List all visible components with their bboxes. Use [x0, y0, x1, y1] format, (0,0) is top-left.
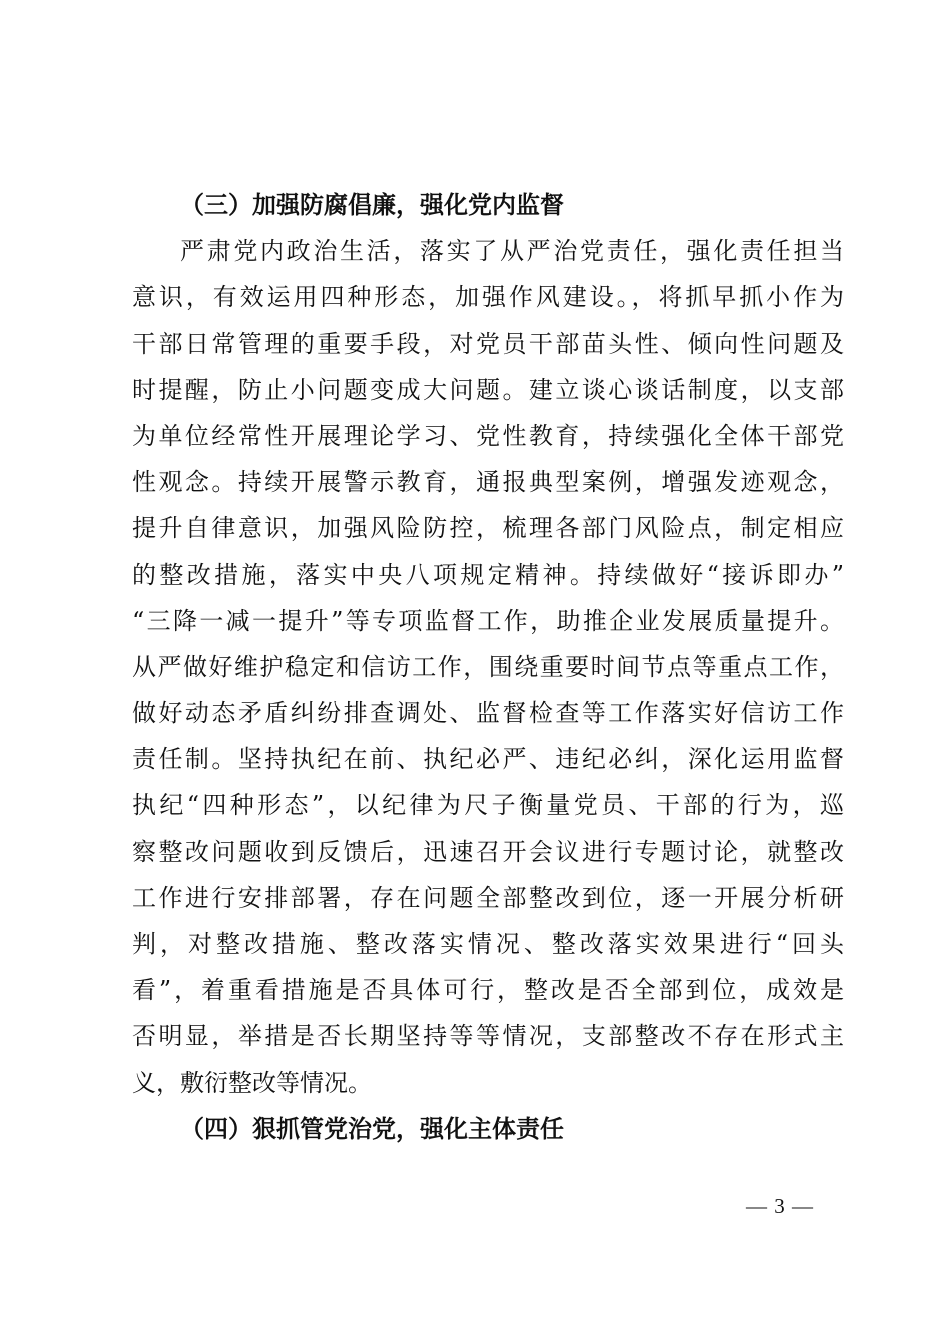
paragraph-line-6: 性观念。持续开展警示教育，通报典型案例，增强发迹观念， — [132, 468, 844, 497]
paragraph-line-10: 从严做好维护稳定和信访工作，围绕重要时间节点等重点工作， — [132, 652, 844, 681]
paragraph-line-8: 的整改措施，落实中央八项规定精神。持续做好“接诉即办” — [132, 560, 844, 589]
paragraph-line-2: 意识，有效运用四种形态，加强作风建设。，将抓早抓小作为 — [132, 283, 844, 312]
paragraph-line-18: 否明显，举措是否长期坚持等等情况，支部整改不存在形式主 — [132, 1022, 844, 1051]
paragraph-line-19: 义，敷衍整改等情况。 — [132, 1068, 372, 1097]
paragraph-line-5: 为单位经常性开展理论学习、党性教育，持续强化全体干部党 — [132, 421, 844, 450]
paragraph-line-9: “三降一减一提升”等专项监督工作，助推企业发展质量提升。 — [132, 606, 844, 635]
paragraph-line-15: 工作进行安排部署，存在问题全部整改到位，逐一开展分析研 — [132, 883, 844, 912]
paragraph-line-4: 时提醒，防止小问题变成大问题。建立谈心谈话制度，以支部 — [132, 375, 844, 404]
paragraph-line-3: 干部日常管理的重要手段，对党员干部苗头性、倾向性问题及 — [132, 329, 844, 358]
paragraph-line-17: 看”，着重看措施是否具体可行，整改是否全部到位，成效是 — [132, 976, 844, 1005]
section-heading-3: （三）加强防腐倡廉，强化党内监督 — [180, 190, 564, 219]
paragraph-line-12: 责任制。坚持执纪在前、执纪必严、违纪必纠，深化运用监督 — [132, 745, 844, 774]
page-number: — 3 — — [746, 1194, 814, 1218]
paragraph-line-11: 做好动态矛盾纠纷排查调处、监督检查等工作落实好信访工作 — [132, 699, 844, 728]
paragraph-line-7: 提升自律意识，加强风险防控，梳理各部门风险点，制定相应 — [132, 514, 844, 543]
paragraph-line-1: 严肃党内政治生活，落实了从严治党责任，强化责任担当 — [180, 237, 844, 266]
paragraph-line-14: 察整改问题收到反馈后，迅速召开会议进行专题讨论，就整改 — [132, 837, 844, 866]
body-text — [132, 182, 844, 1152]
paragraph-line-13: 执纪“四种形态”，以纪律为尺子衡量党员、干部的行为，巡 — [132, 791, 844, 820]
section-heading-4: （四）狠抓管党治党，强化主体责任 — [180, 1113, 564, 1143]
paragraph-line-16: 判，对整改措施、整改落实情况、整改落实效果进行“回头 — [132, 930, 844, 958]
